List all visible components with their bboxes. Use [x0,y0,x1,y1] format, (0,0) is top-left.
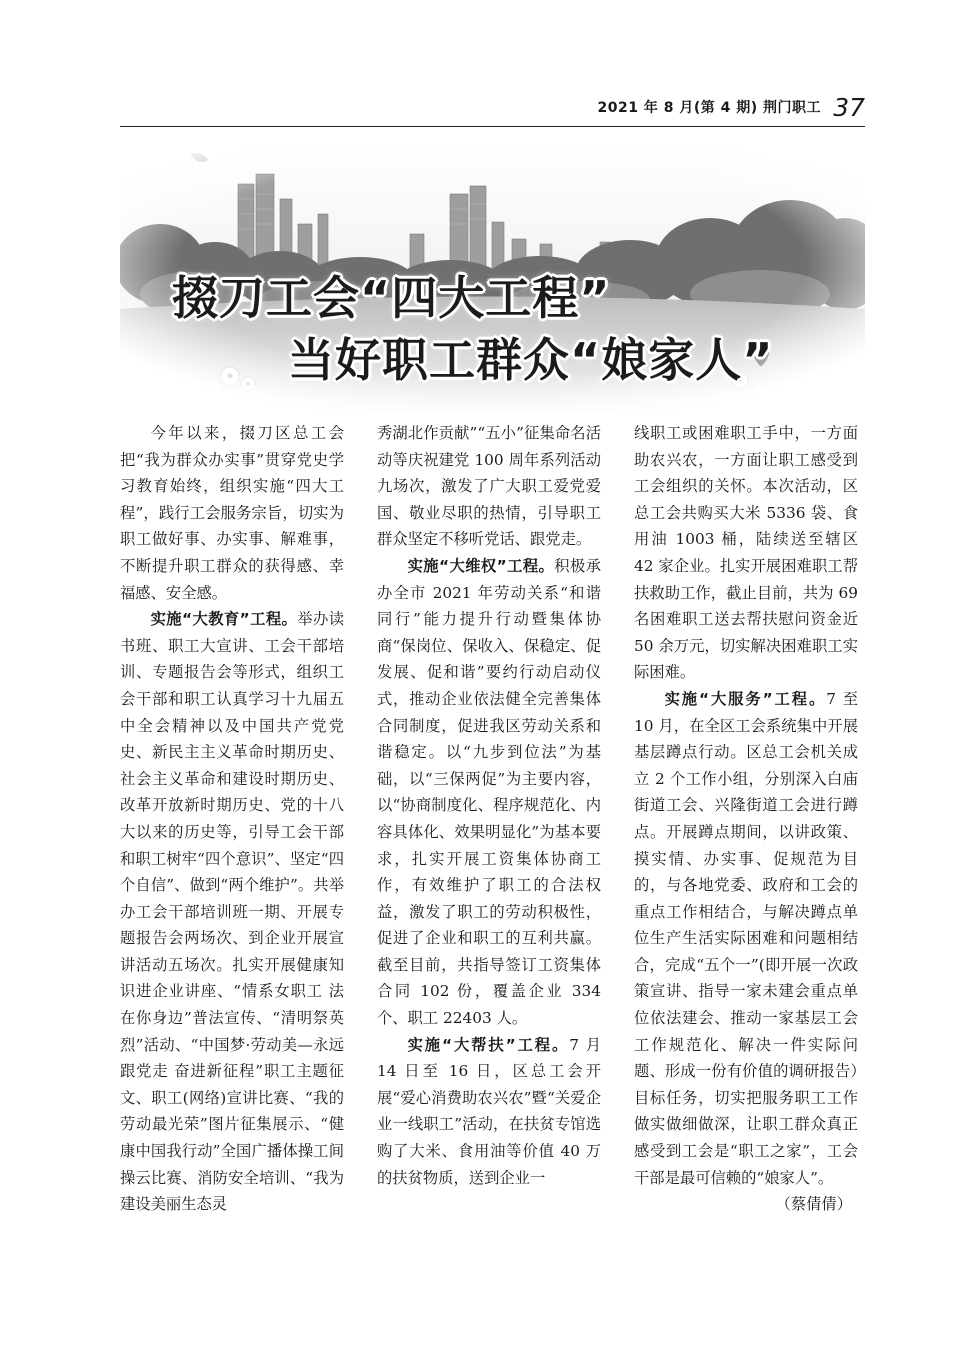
author-credit: （蔡倩倩） [775,1195,852,1214]
help-paragraph [377,1032,601,1192]
service-heading: 实施“大服务”工程。 [664,689,827,708]
help-heading: 实施“大帮扶”工程。 [407,1035,570,1054]
rights-text: 积极承办全市 2021 年劳动关系“和谐同行”能力提升行动暨集体协商“保岗位、保收入、保稳定、促发展、促和谐”要约行动启动仪式，推动企业依法健全完善集体合同制度，促进我区劳动关系和谐稳定。以“九步到位法”为基础，以“三保两促”为主要内容，以“协商制度化、程序规范化、内容具体化、效果明显化”为基本要求，扎实开展工资集体协商工作，有效维护了职工的合法权益，激发了职工的劳动积极性，促进了企业和职工的互利共赢。截至目前，共指导签订工资集体合同 102 份，覆盖企业 334 个、职工 22403 人。 [377,556,601,1028]
help-text: 7 月 14 日至 16 日，区总工会开展“爱心消费助农兴农”暨“关爱企业一线职工”活动，在扶贫专馆选购了大米、食用油等价值 40 万的扶贫物质，送到企业一 [377,1035,601,1187]
article-column-3 [634,420,858,1218]
article-title-line-1: 掇刀工会“四大工程” [172,271,611,325]
rights-heading: 实施“大维权”工程。 [407,556,555,575]
service-paragraph [634,686,858,1191]
education-heading: 实施“大教育”工程。 [150,610,298,629]
education-paragraph [120,606,344,1218]
page-header [120,86,865,127]
title-banner [120,144,865,412]
article-title-line-2: 当好职工群众“娘家人” [288,333,774,387]
article-column-2 [377,420,601,1191]
article-column-1 [120,420,344,1218]
intro-paragraph: 今年以来，掇刀区总工会把“我为群众办实事”贯穿党史学习教育始终，组织实施“四大工程”，践行工会服务宗旨，切实为职工做好事、办实事、解难事，不断提升职工群众的获得感、幸福感、安全感。 [120,424,344,602]
service-text: 7 至 10 月，在全区工会系统集中开展基层蹲点行动。区总工会机关成立 2 个工作小组，分别深入白庙街道工会、兴隆街道工会进行蹲点。开展蹲点期间，以讲政策、摸实情、办实事、促规范为目的，与各地党委、政府和工会的重点工作相结合，与解决蹲点单位生产生活实际困难和问题相结合，完成“五个一”(即开展一次政策宣讲、指导一家未建会重点单位依法建会、推动一家基层工会工作规范化、解决一件实际问题、形成一份有价值的调研报告）目标任务，切实把服务职工工作做实做细做深，让职工群众真正感受到工会是“职工之家”，工会干部是最可信赖的“娘家人”。 [634,689,858,1187]
education-text: 举办读书班、职工大宣讲、工会干部培训、专题报告会等形式，组织工会干部和职工认真学习十九届五中全会精神以及中国共产党党史、新民主主义革命时期历史、社会主义革命和建设时期历史、改革开放新时期历史、党的十八大以来的历史等，引导工会干部和职工树牢“四个意识”、坚定“四个自信”、做到“两个维护”。共举办工会干部培训班一期、开展专题报告会两场次、到企业开展宣讲活动五场次。扎实开展健康知识进企业讲座、“情系女职工 法在你身边”普法宣传、“清明祭英烈”活动、“中国梦·劳动美—永远跟党走 奋进新征程”职工主题征文、职工(网络)宣讲比赛、“我的劳动最光荣”图片征集展示、“健康中国我行动”全国广播体操工间操云比赛、消防安全培训、“我为建设美丽生态灵 [120,610,344,1214]
help-paragraph-continued: 线职工或困难职工手中，一方面助农兴农，一方面让职工感受到工会组织的关怀。本次活动，区总工会共购买大米 5336 袋、食用油 1003 桶，陆续送至辖区 42 家企业。扎实开展困难职工帮扶救助工作，截止目前，共为 69 名困难职工送去帮扶慰问资金近 50 余万元，切实解决困难职工实际困难。 [634,424,858,682]
education-paragraph-continued: 秀湖北作贡献”“五小”征集命名活动等庆祝建党 100 周年系列活动九场次，激发了广大职工爱党爱国、敬业尽职的热情，引导职工群众坚定不移听党话、跟党走。 [377,424,601,549]
issue-info: 2021 年 8 月(第 4 期) 荆门职工 [597,100,821,116]
rights-paragraph [377,553,601,1032]
page-number: 37 [833,93,865,122]
